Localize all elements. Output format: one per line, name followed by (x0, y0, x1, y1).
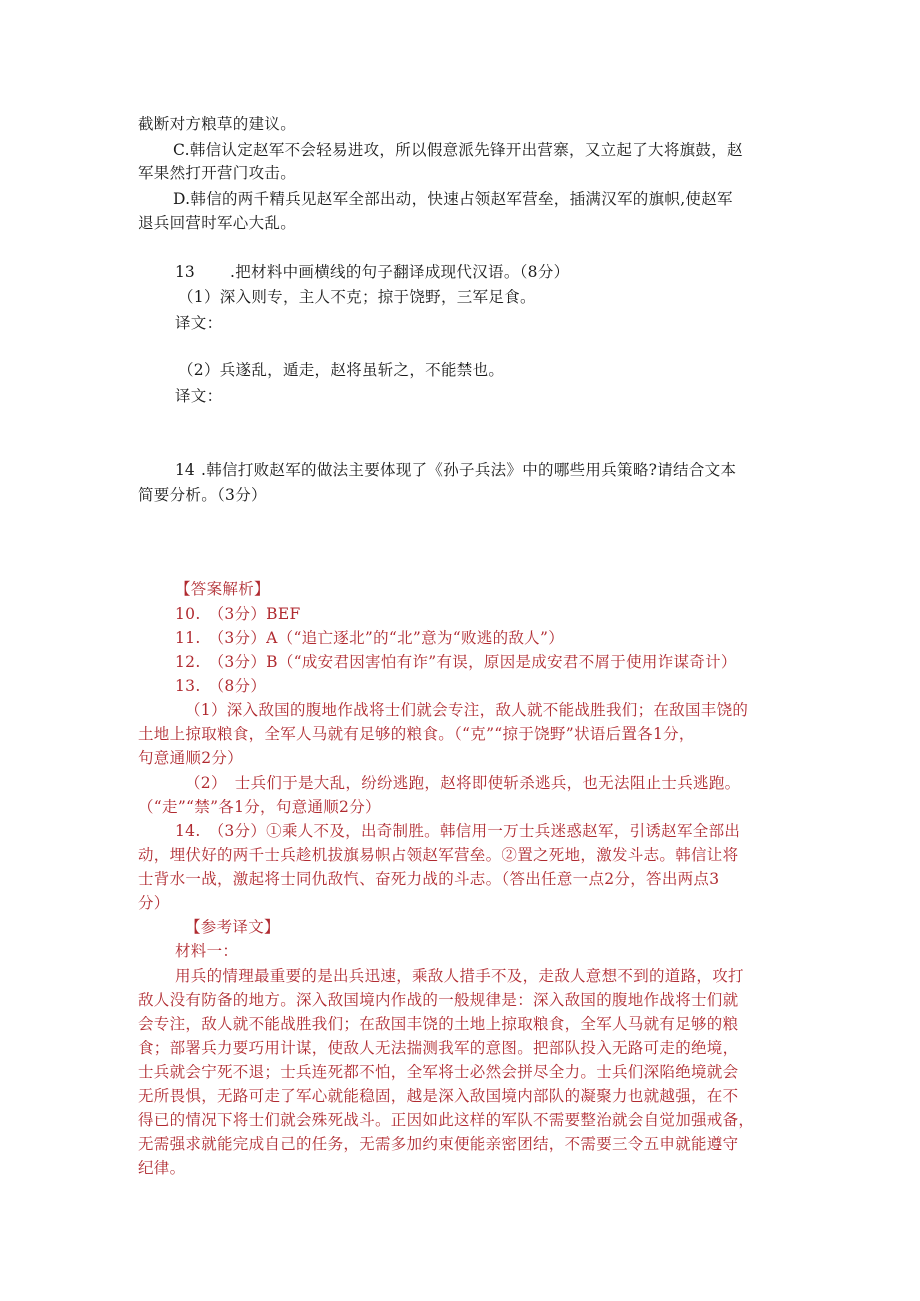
option-d-line: 退兵回营时军心大乱。 (138, 214, 297, 232)
translation-line: 食；部署兵力要巧用计谋，使敌人无法揣测我军的意图。把部队投入无路可走的绝境， (138, 1039, 739, 1057)
option-c-line: 军果然打开营门攻击。 (138, 164, 297, 182)
question-14-number: 14 (175, 461, 195, 479)
answer-11: 11. （3分）A（“追亡逐北”的“北”意为“败逃的敌人”） (175, 629, 565, 647)
question-13-text: .把材料中画横线的句子翻译成现代汉语。（8分） (230, 263, 570, 281)
answer-13-1: 土地上掠取粮食，全军人马就有足够的粮食。（“克”“掠于饶野”状语后置各1分， (138, 725, 695, 743)
question-13-sub-1: （1）深入则专，主人不克；掠于饶野，三军足食。 (178, 288, 536, 306)
translation-heading: 【参考译文】 (185, 918, 280, 936)
question-13-sub-2: （2）兵遂乱，遁走，赵将虽斩之，不能禁也。 (178, 361, 505, 379)
answer-label: 译文： (175, 314, 223, 332)
question-13-number: 13 (175, 263, 195, 281)
answer-14: 14. （3分）①乘人不及，出奇制胜。韩信用一万士兵迷惑赵军，引诱赵军全部出 (175, 822, 741, 840)
answer-14: 士背水一战，激起将士同仇敌忾、奋死力战的斗志。（答出任意一点2分，答出两点3 (138, 870, 720, 888)
answers-heading: 【答案解析】 (175, 580, 270, 598)
option-c-line: C.韩信认定赵军不会轻易进攻，所以假意派先锋开出营寨，又立起了大将旗鼓，赵 (173, 141, 743, 159)
answer-13: 13. （8分） (175, 677, 267, 695)
question-14-text: .韩信打败赵军的做法主要体现了《孙子兵法》中的哪些用兵策略?请结合文本 (201, 461, 737, 479)
answer-13-2: （2） 士兵们于是大乱，纷纷逃跑，赵将即使斩杀逃兵，也无法阻止士兵逃跑。 (185, 774, 741, 792)
translation-line: 得已的情况下将士们就会殊死战斗。正因如此这样的军队不需要整治就会自觉加强戒备， (138, 1111, 755, 1129)
option-d-line: D.韩信的两千精兵见赵军全部出动，快速占领赵军营垒，插满汉军的旗帜,使赵军 (173, 190, 733, 208)
translation-line: 会专注，敌人就不能战胜我们；在敌国丰饶的土地上掠取粮食，全军人马就有足够的粮 (138, 1015, 739, 1033)
translation-line: 无需强求就能完成自己的任务，无需多加约束便能亲密团结，不需要三令五申就能遵守 (138, 1135, 739, 1153)
translation-line: 敌人没有防备的地方。深入敌国境内作战的一般规律是：深入敌国的腹地作战将士们就 (138, 991, 739, 1009)
material-label: 材料一： (175, 942, 239, 960)
answer-14: 分） (138, 894, 170, 912)
answer-13-1: 句意通顺2分） (138, 749, 243, 767)
translation-line: 士兵就会宁死不退；士兵连死都不怕，全军将士必然会拼尽全力。士兵们深陷绝境就会 (138, 1063, 739, 1081)
question-line: 截断对方粮草的建议。 (138, 115, 297, 133)
answer-13-1: （1）深入敌国的腹地作战将士们就会专注，敌人就不能战胜我们；在敌国丰饶的 (185, 701, 749, 719)
answer-12: 12. （3分）B（“成安君因害怕有诈”有误，原因是成安君不屑于使用诈谋奇计） (175, 653, 737, 671)
answer-10: 10. （3分）BEF (175, 605, 301, 623)
answer-13-2: （“走”“禁”各1分，句意通顺2分） (138, 798, 381, 816)
translation-line: 纪律。 (138, 1159, 186, 1177)
answer-label: 译文： (175, 387, 223, 405)
translation-line: 无所畏惧，无路可走了军心就能稳固，越是深入敌国境内部队的凝聚力也就越强，在不 (138, 1087, 739, 1105)
translation-line: 用兵的情理最重要的是出兵迅速，乘敌人措手不及，走敌人意想不到的道路，攻打 (175, 967, 744, 985)
answer-14: 动，埋伏好的两千士兵趁机拔旗易帜占领赵军营垒。②置之死地，激发斗志。韩信让将 (138, 846, 739, 864)
question-14-text: 简要分析。（3分） (138, 486, 267, 504)
